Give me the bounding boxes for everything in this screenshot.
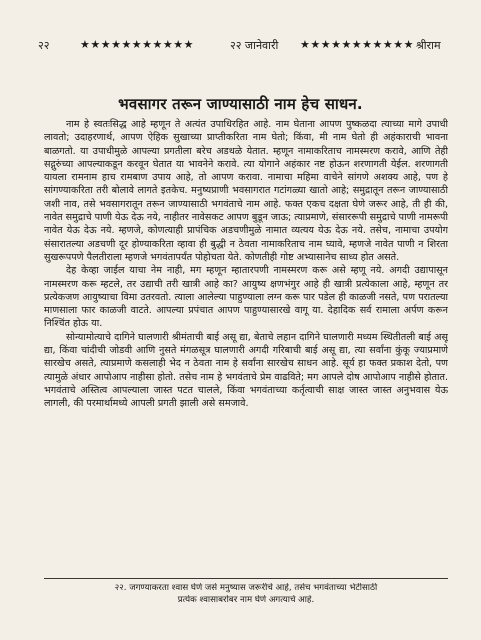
footnote-divider <box>44 578 448 579</box>
footnote-line-2: प्रत्येक श्वासाबरोबर नाम घेणे अगत्याचे आहे. <box>177 594 315 605</box>
page-number: २२ <box>38 39 50 52</box>
star-ornament-right: ★★★★★★★★★★★ <box>300 38 414 51</box>
running-header <box>38 38 458 56</box>
footnote <box>44 583 448 606</box>
header-right-title: श्रीराम <box>416 39 441 52</box>
footnote-line-1: २२. जगण्याकरता श्वास घेणे जसे मनुष्यास जरूरीचे आहे, तसेच भगवंताच्या भेटीसाठी <box>114 583 378 593</box>
header-date: २२ जानेवारी <box>230 39 279 52</box>
paragraph-1: नाम हे स्वतःसिद्ध आहे म्हणून ते अत्यंत उपाधिरहित आहे. नाम घेताना आपण पुष्कळदा त्याच्या मागे उपाधी लावतो; उदाहरणार्थ, आपण ऐहिक सुखाच्या प्राप्तीकरिता नाम घेतो; किंवा, मी नाम घेतो ही अहंकाराची भावना बाळगतो. या उपाधीमुळे आपल्या प्रगतीला बरेच अडथळे येतात. म्हणून नामाकरिताच नामस्मरण करावे, आणि तेही सद्गुरुंच्या आपल्याकडून करवून घेतात या भावनेने करावे. त्या योगाने अहंकार नष्ट होऊन शरणागती येईल. शरणागती यायला रामनाम हाच रामबाण उपाय आहे, तो आपण करावा. नामाचा महिमा वाचेने सांगणे अशक्य आहे, पण हे सांगण्याकरिता तरी बोलावे लागते इतकेच. मनुष्यप्राणी भवसागरात गटांगळ्या खातो आहे; समुद्रातून तरून जाण्यासाठी जशी नाव, तसे भवसागरातून तरून जाण्यासाठी भगवंताचे नाम आहे. फक्त एकच दक्षता घेणे जरूर आहे, ती ही की, नावेत समुद्राचे पाणी येऊ देऊ नये, नाहीतर नावेसकट आपण बुडून जाऊ; त्याप्रमाणे, संसाररूपी समुद्राचे पाणी नामरूपी नावेत येऊ देऊ नये. म्हणजे, कोणत्याही प्रापंचिक अडचणीमुळे नामात व्यत्यय येऊ देऊ नये. तसेच, नामाचा उपयोग संसारातल्या अडचणी दूर होण्याकरिता व्हावा ही बुद्धी न ठेवता नामाकरिताच नाम घ्यावे, म्हणजे नावेत पाणी न शिरता सुखरूपपणे पैलतीराला म्हणजे भगवंतापर्यंत पोहोचता येते. कोणतीही गोष्ट अभ्यासानेच साध्य होत असते. <box>44 119 448 263</box>
page-title: भवसागर तरून जाण्यासाठी नाम हेच साधन. <box>118 95 363 113</box>
paragraph-2: देह केव्हा जाईल याचा नेम नाही, मग म्हणून म्हातारपणी नामस्मरण करू असे म्हणू नये. अगदी उद्यापासून नामस्मरण करू म्हटले, तर उद्याची तरी खात्री आहे का? आयुष्य क्षणभंगुर आहे ही खात्री प्रत्येकाला आहे, म्हणून तर प्रत्येकजण आयुष्याचा विमा उतरवतो. त्याला आलेल्या पाहुण्याला लग्न करू पार पडेल ही काळजी नसते, पण परातल्या माणसाला फार काळजी वाटते. आपल्या प्रपंचात आपण पाहुण्यासारखे वागू या. देहादिक सर्व रामाला अर्पण करून निश्चिंत होऊ या. <box>44 265 448 330</box>
body-text <box>44 118 448 578</box>
paragraph-3: सोन्यामोत्याचे दागिने घालणारी श्रीमंताची बाई असू द्या, बेताचे लहान दागिने घालणारी मध्यम स्थितीतली बाई असू द्या, किंवा चांदीची जोडवी आणि नुसते मंगळसूत्र घालणारी अगदी गरिबाची बाई असू द्या, त्या सर्वांना कुंकू ज्याप्रमाणे सारखेच असते, त्याप्रमाणे कसलाही भेद न ठेवता नाम हे सर्वांना सारखेच साधन आहे. सूर्य हा फक्त प्रकाश देतो, पण त्यामुळे अंधार आपोआप नाहीसा होतो. तसेच नाम हे भगवंताचे प्रेम वाढविते; मग आपले दोष आपोआप नाहीसे होतात. भगवंताचे अस्तित्व आपल्याला जास्त पटत चालले, किंवा भगवंताच्या कर्तृत्वाची साक्ष जास्त जास्त अनुभवास येऊ लागली, की परमार्थामध्ये आपली प्रगती झाली असे समजावे. <box>44 331 448 410</box>
star-ornament-left: ★★★★★★★★★★★ <box>80 38 194 51</box>
